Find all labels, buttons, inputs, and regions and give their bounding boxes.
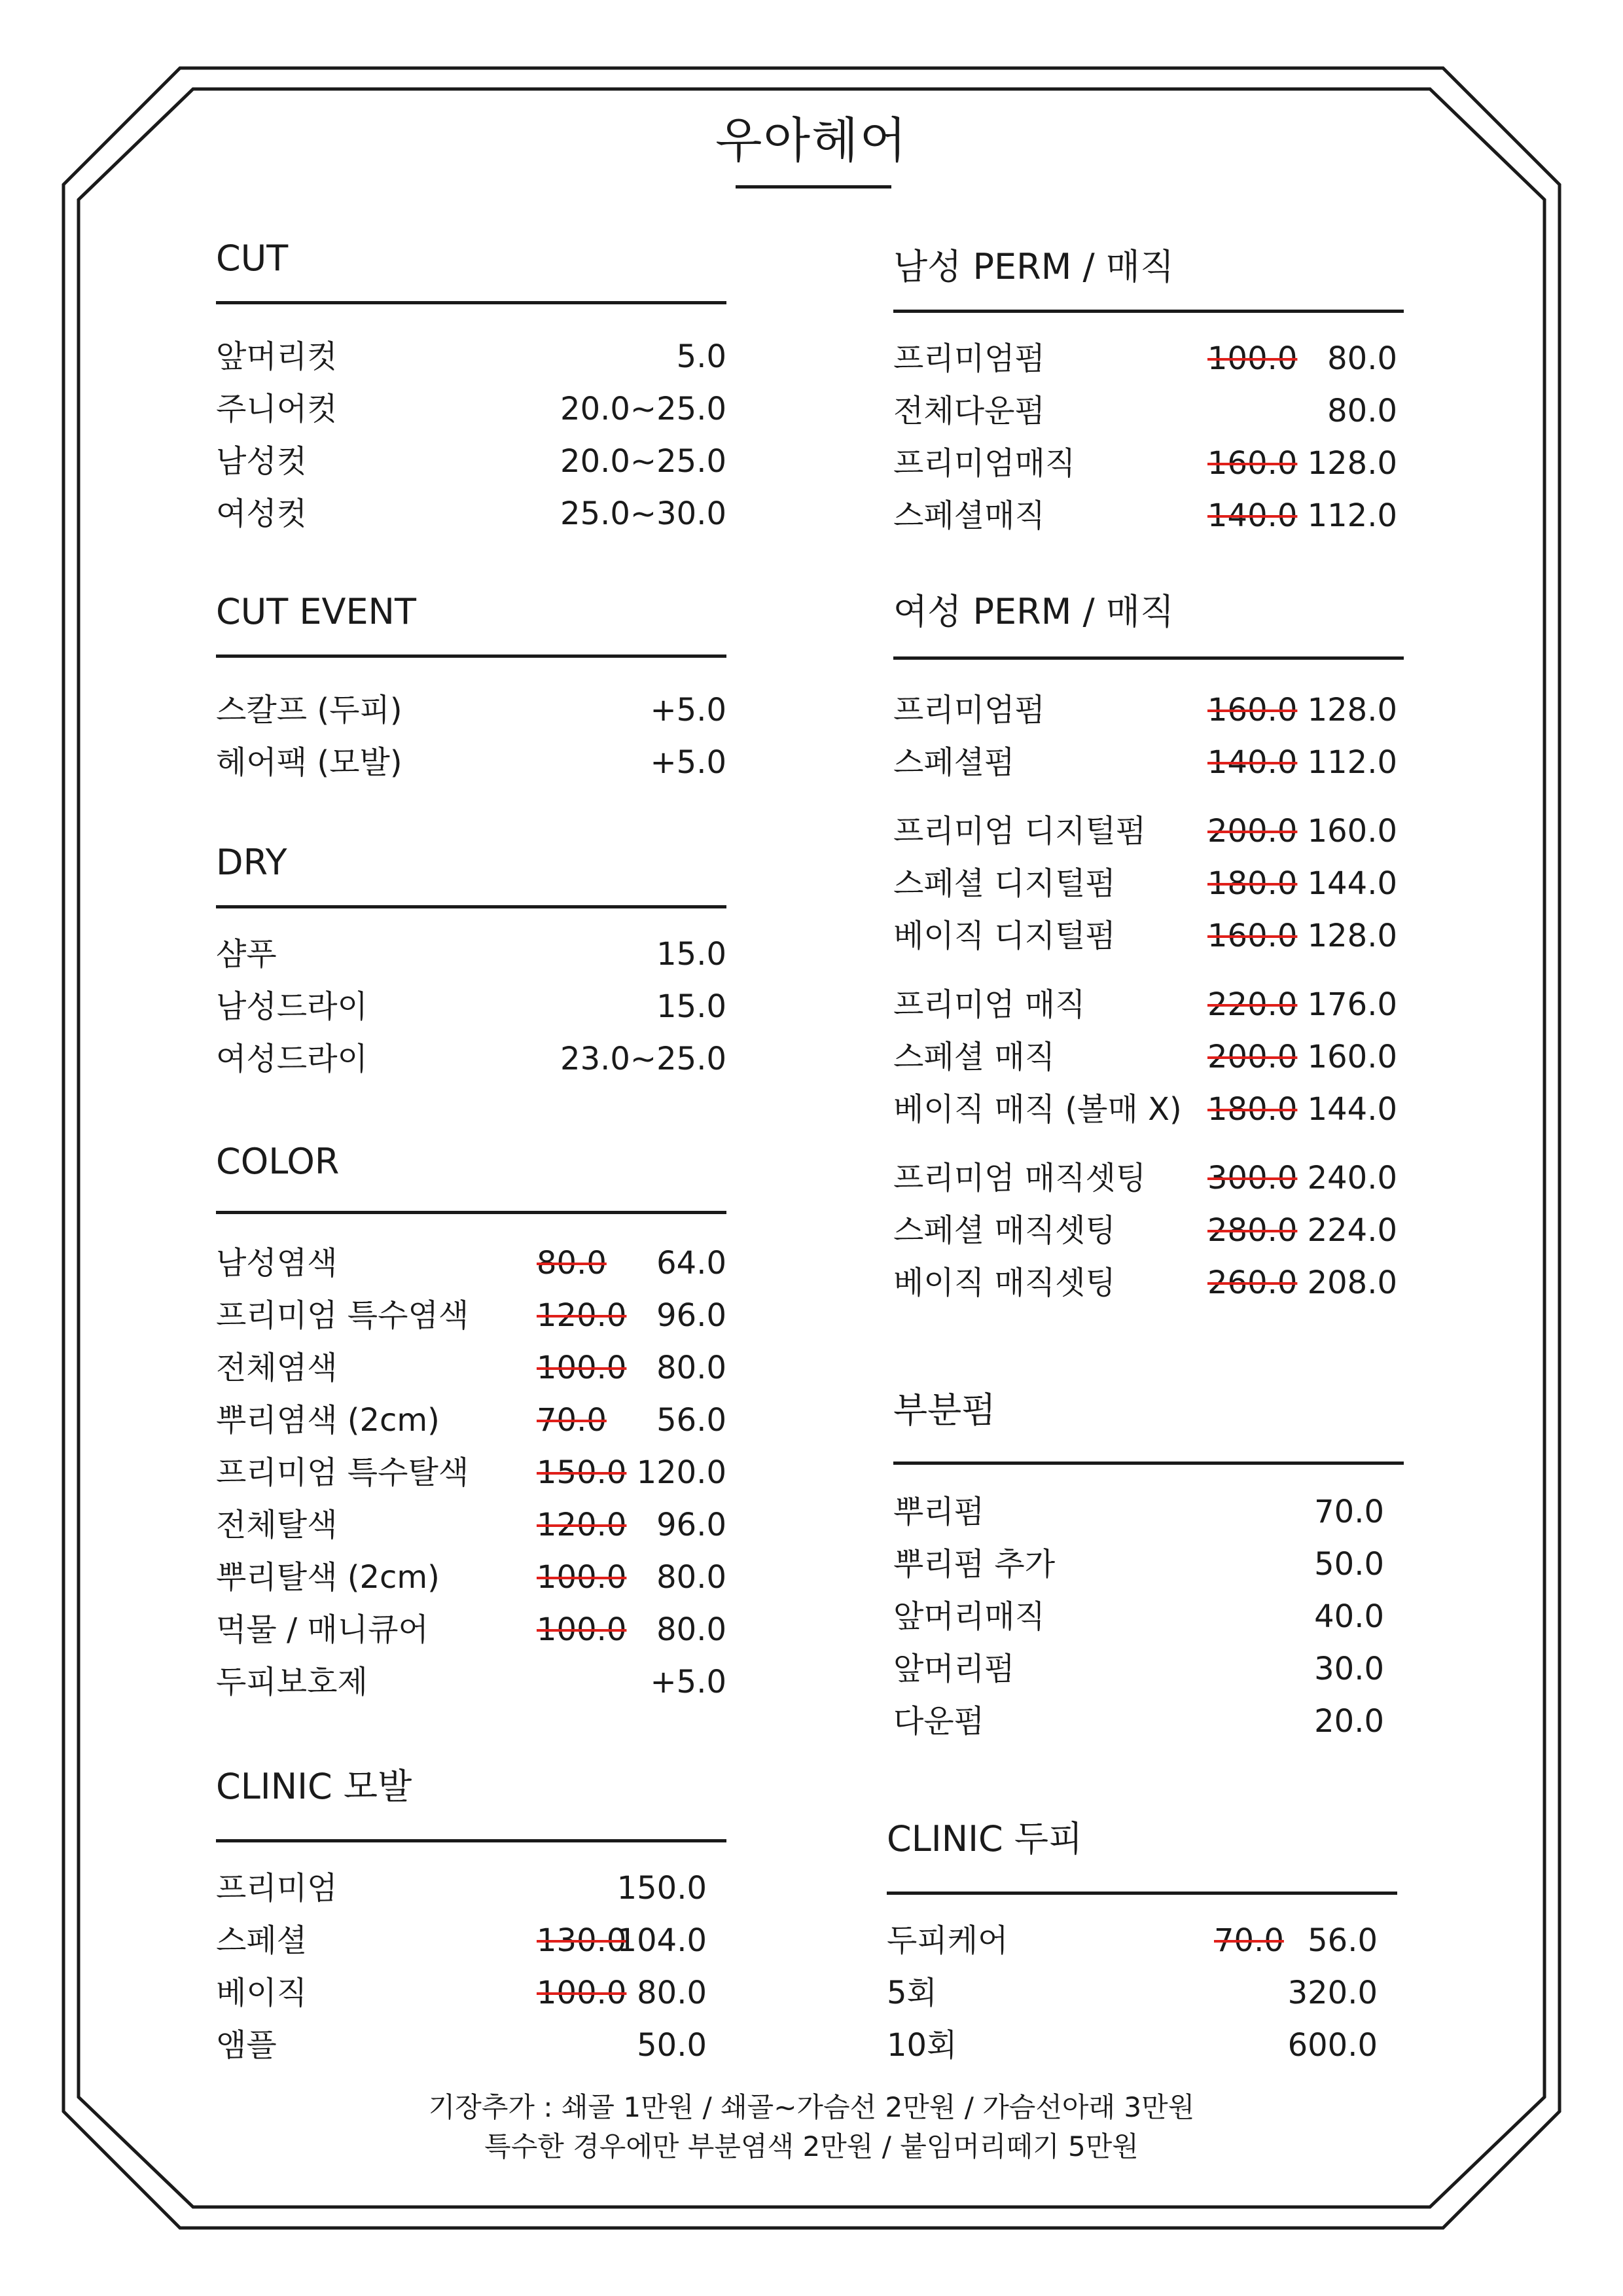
original-price: 160.0 <box>1207 918 1298 954</box>
item-name: 베이직 매직 (볼매 X) <box>893 1091 1182 1128</box>
item-price: 208.0 <box>1307 1265 1397 1301</box>
item-name: 여성드라이 <box>216 1041 368 1077</box>
item-name: 스페셜 매직셋팅 <box>893 1212 1116 1249</box>
section-title: 남성 PERM / 매직 <box>893 246 1175 287</box>
menu-row <box>893 1260 1397 1306</box>
original-price: 220.0 <box>1207 986 1298 1023</box>
section-color <box>216 1139 726 1715</box>
item-price: 20.0~25.0 <box>560 391 726 427</box>
item-price: 80.0 <box>637 1975 707 2011</box>
section-women-perm <box>893 589 1404 1322</box>
item-name: 10회 <box>887 2027 957 2064</box>
section-divider <box>893 310 1404 313</box>
item-price: 23.0~25.0 <box>560 1041 726 1077</box>
menu-row <box>216 1450 726 1496</box>
menu-row <box>216 1397 726 1443</box>
item-price: 80.0 <box>656 1350 726 1386</box>
item-name: 프리미엄 매직셋팅 <box>893 1160 1147 1196</box>
menu-row <box>216 1865 707 1911</box>
item-price: 96.0 <box>656 1297 726 1334</box>
menu-row <box>216 2022 707 2068</box>
item-name: 스칼프 (두피) <box>216 692 402 728</box>
menu-row <box>893 913 1397 959</box>
item-price: 50.0 <box>637 2027 707 2064</box>
item-price: 80.0 <box>1327 340 1397 377</box>
item-name: 여성컷 <box>216 495 308 532</box>
item-name: 먹물 / 매니큐어 <box>216 1611 429 1648</box>
item-price: 128.0 <box>1307 445 1397 482</box>
section-divider <box>216 1211 726 1214</box>
menu-row <box>216 931 726 977</box>
item-price: +5.0 <box>650 744 726 781</box>
original-price: 140.0 <box>1207 744 1298 781</box>
item-name: 프리미엄펌 <box>893 340 1045 377</box>
item-name: 앞머리펌 <box>893 1651 1015 1687</box>
menu-row <box>893 808 1397 854</box>
item-price: 224.0 <box>1307 1212 1397 1249</box>
item-name: 앰플 <box>216 2027 277 2064</box>
item-name: 베이직 디지털펌 <box>893 918 1116 954</box>
menu-row <box>887 1918 1378 1964</box>
item-price: 56.0 <box>656 1402 726 1439</box>
menu-row <box>893 861 1397 906</box>
item-name: 프리미엄매직 <box>893 445 1076 482</box>
item-name: 남성드라이 <box>216 988 368 1025</box>
item-name: 베이직 <box>216 1975 308 2011</box>
item-price: 144.0 <box>1307 865 1397 902</box>
item-name: 두피케어 <box>887 1922 1008 1959</box>
original-price: 150.0 <box>537 1454 627 1491</box>
item-name: 뿌리펌 <box>893 1494 985 1530</box>
original-price: 180.0 <box>1207 1091 1298 1128</box>
section-divider <box>216 655 726 658</box>
item-price: 30.0 <box>1314 1651 1384 1687</box>
original-price: 80.0 <box>537 1245 607 1282</box>
original-price: 200.0 <box>1207 813 1298 850</box>
item-name: 스페셜매직 <box>893 497 1045 534</box>
section-title: CLINIC 두피 <box>887 1818 1083 1859</box>
menu-row <box>893 1594 1384 1640</box>
section-dry <box>216 840 726 1088</box>
menu-row <box>216 386 726 432</box>
menu-row <box>216 984 726 1030</box>
section-title: DRY <box>216 842 287 883</box>
menu-row <box>893 1489 1384 1535</box>
menu-row <box>216 1345 726 1391</box>
section-partial-perm <box>893 1388 1404 1741</box>
original-price: 160.0 <box>1207 692 1298 728</box>
item-name: 프리미엄 특수탈색 <box>216 1454 469 1491</box>
menu-row <box>893 1086 1397 1132</box>
menu-row <box>216 1293 726 1338</box>
section-title: CLINIC 모발 <box>216 1766 412 1807</box>
item-name: 프리미엄 디지털펌 <box>893 813 1147 850</box>
item-price: 128.0 <box>1307 692 1397 728</box>
item-name: 스페셜 디지털펌 <box>893 865 1116 902</box>
menu-row <box>893 1646 1384 1692</box>
item-price: 600.0 <box>1287 2027 1378 2064</box>
item-price: 112.0 <box>1307 497 1397 534</box>
item-price: 144.0 <box>1307 1091 1397 1128</box>
section-title: 부분펌 <box>893 1390 996 1431</box>
item-name: 뿌리염색 (2cm) <box>216 1402 440 1439</box>
menu-row <box>893 1034 1397 1080</box>
original-price: 120.0 <box>537 1297 627 1334</box>
menu-row <box>893 740 1397 785</box>
menu-row <box>216 491 726 537</box>
original-price: 280.0 <box>1207 1212 1298 1249</box>
item-name: 스페셜펌 <box>893 744 1015 781</box>
original-price: 100.0 <box>537 1559 627 1596</box>
item-price: 70.0 <box>1314 1494 1384 1530</box>
item-price: +5.0 <box>650 692 726 728</box>
item-name: 프리미엄 특수염색 <box>216 1297 469 1334</box>
original-price: 160.0 <box>1207 445 1298 482</box>
section-divider <box>216 905 726 908</box>
item-price: 150.0 <box>616 1870 707 1907</box>
item-price: 80.0 <box>656 1611 726 1648</box>
original-price: 100.0 <box>1207 340 1298 377</box>
menu-row <box>216 1918 707 1964</box>
original-price: 120.0 <box>537 1507 627 1543</box>
item-price: 176.0 <box>1307 986 1397 1023</box>
item-price: 5.0 <box>676 338 726 375</box>
menu-row <box>893 1541 1384 1587</box>
item-price: +5.0 <box>650 1664 726 1700</box>
original-price: 200.0 <box>1207 1039 1298 1075</box>
item-name: 앞머리컷 <box>216 338 338 375</box>
item-price: 15.0 <box>656 988 726 1025</box>
footer-note-2: 특수한 경우에만 부분염색 2만원 / 붙임머리떼기 5만원 <box>484 2130 1139 2162</box>
section-divider <box>887 1892 1397 1895</box>
item-name: 뿌리탈색 (2cm) <box>216 1559 440 1596</box>
item-price: 64.0 <box>656 1245 726 1282</box>
item-price: 80.0 <box>656 1559 726 1596</box>
item-name: 프리미엄 <box>216 1870 338 1907</box>
menu-row <box>216 334 726 380</box>
item-name: 5회 <box>887 1975 937 2011</box>
menu-row <box>216 439 726 484</box>
original-price: 300.0 <box>1207 1160 1298 1196</box>
footer-note-1: 기장추가 : 쇄골 1만원 / 쇄골~가슴선 2만원 / 가슴선아래 3만원 <box>428 2091 1195 2123</box>
menu-row <box>893 1698 1384 1744</box>
item-price: 112.0 <box>1307 744 1397 781</box>
menu-row <box>887 1970 1378 2016</box>
item-price: 15.0 <box>656 936 726 973</box>
item-price: 96.0 <box>656 1507 726 1543</box>
section-men-perm <box>893 244 1404 532</box>
section-divider <box>216 1839 726 1842</box>
section-cut-event <box>216 589 726 785</box>
item-price: 120.0 <box>636 1454 726 1491</box>
menu-row <box>893 1155 1397 1201</box>
item-price: 104.0 <box>616 1922 707 1959</box>
menu-row <box>893 1208 1397 1253</box>
title-underline <box>736 185 891 188</box>
menu-row <box>216 1240 726 1286</box>
section-title: CUT <box>216 238 289 279</box>
item-price: 20.0 <box>1314 1703 1384 1740</box>
item-name: 남성컷 <box>216 443 308 480</box>
item-name: 전체다운펌 <box>893 393 1045 429</box>
menu-row <box>216 1036 726 1082</box>
page-title: 우아헤어 <box>715 113 908 169</box>
menu-row <box>893 388 1397 434</box>
menu-row <box>216 687 726 733</box>
item-price: 320.0 <box>1287 1975 1378 2011</box>
item-name: 스페셜 <box>216 1922 308 1959</box>
item-price: 40.0 <box>1314 1598 1384 1635</box>
original-price: 130.0 <box>537 1922 627 1959</box>
menu-row <box>216 740 726 785</box>
item-price: 20.0~25.0 <box>560 443 726 480</box>
original-price: 100.0 <box>537 1350 627 1386</box>
item-name: 전체탈색 <box>216 1507 338 1543</box>
item-name: 남성염색 <box>216 1245 338 1282</box>
section-title: 여성 PERM / 매직 <box>893 591 1175 632</box>
item-name: 앞머리매직 <box>893 1598 1045 1635</box>
menu-row <box>893 982 1397 1028</box>
section-divider <box>216 301 726 304</box>
menu-row <box>216 1659 726 1705</box>
original-price: 100.0 <box>537 1611 627 1648</box>
section-title: CUT EVENT <box>216 591 416 632</box>
menu-row <box>216 1607 726 1653</box>
item-price: 160.0 <box>1307 813 1397 850</box>
item-name: 전체염색 <box>216 1350 338 1386</box>
menu-row <box>893 440 1397 486</box>
item-price: 80.0 <box>1327 393 1397 429</box>
item-price: 160.0 <box>1307 1039 1397 1075</box>
original-price: 100.0 <box>537 1975 627 2011</box>
item-name: 스페셜 매직 <box>893 1039 1056 1075</box>
item-name: 두피보호제 <box>216 1664 368 1700</box>
item-price: 128.0 <box>1307 918 1397 954</box>
menu-row <box>893 687 1397 733</box>
section-title: COLOR <box>216 1141 340 1182</box>
item-name: 헤어팩 (모발) <box>216 744 402 781</box>
menu-row <box>893 493 1397 539</box>
original-price: 70.0 <box>537 1402 607 1439</box>
original-price: 180.0 <box>1207 865 1298 902</box>
item-name: 주니어컷 <box>216 391 338 427</box>
item-name: 다운펌 <box>893 1703 985 1740</box>
item-name: 베이직 매직셋팅 <box>893 1265 1116 1301</box>
original-price: 70.0 <box>1214 1922 1284 1959</box>
section-cut <box>216 236 726 532</box>
section-clinic-scalp <box>887 1816 1397 2065</box>
menu-row <box>216 1970 707 2016</box>
section-divider <box>893 1462 1404 1465</box>
item-price: 56.0 <box>1308 1922 1378 1959</box>
section-clinic-hair <box>216 1764 726 2065</box>
item-name: 프리미엄펌 <box>893 692 1045 728</box>
original-price: 140.0 <box>1207 497 1298 534</box>
menu-row <box>887 2022 1378 2068</box>
item-price: 25.0~30.0 <box>560 495 726 532</box>
menu-row <box>216 1502 726 1548</box>
item-price: 50.0 <box>1314 1546 1384 1583</box>
item-name: 뿌리펌 추가 <box>893 1546 1056 1583</box>
menu-row <box>216 1554 726 1600</box>
menu-row <box>893 336 1397 382</box>
section-divider <box>893 656 1404 660</box>
item-price: 240.0 <box>1307 1160 1397 1196</box>
item-name: 샴푸 <box>216 936 277 973</box>
item-name: 프리미엄 매직 <box>893 986 1086 1023</box>
original-price: 260.0 <box>1207 1265 1298 1301</box>
